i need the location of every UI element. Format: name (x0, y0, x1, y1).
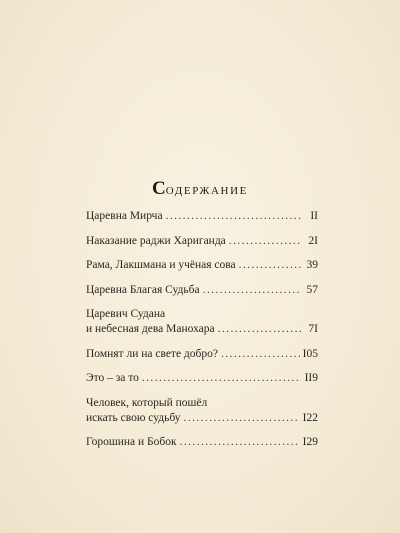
toc-entry-title-line-2: и небесная дева Манохара (86, 323, 215, 335)
table-of-contents (86, 209, 318, 460)
toc-leader-dots (239, 258, 301, 273)
toc-leader-dots (203, 283, 301, 298)
toc-page-number: II9 (304, 372, 318, 384)
toc-leader-dots (229, 234, 301, 249)
toc-page-number: 57 (306, 283, 318, 296)
toc-leader-dots (218, 322, 301, 337)
toc-page-number: 39 (306, 259, 318, 271)
toc-entry-title: Царевна Мирча (86, 210, 163, 222)
toc-entry-title-line-1: Человек, который пошёл (86, 396, 208, 409)
toc-leader-dots (221, 347, 300, 362)
toc-entry-title: Царевна Благая Судьба (86, 283, 200, 296)
title-initial: С (152, 178, 166, 199)
toc-leader-dots (142, 371, 301, 386)
toc-entry-title-line-1: Царевич Судана (86, 308, 166, 320)
toc-entry[interactable] (86, 347, 318, 362)
toc-leader-dots (184, 411, 300, 426)
toc-leader-dots (180, 435, 300, 450)
toc-entry[interactable] (86, 258, 318, 273)
toc-page-number: I22 (302, 411, 318, 424)
toc-page-number: 2I (308, 234, 318, 247)
toc-entry[interactable] (86, 435, 318, 450)
toc-entry[interactable] (86, 283, 318, 298)
toc-page-number: I29 (302, 436, 318, 448)
page-title (0, 178, 400, 200)
toc-entry-title: Горошина и Бобок (86, 436, 177, 448)
toc-entry[interactable] (86, 234, 318, 249)
toc-entry-title: Рама, Лакшмана и учёная сова (86, 259, 236, 271)
toc-entry-title: Помнят ли на свете добро? (86, 347, 218, 360)
toc-page-number: I05 (302, 347, 318, 360)
toc-entry[interactable] (86, 209, 318, 224)
toc-entry-title-line-2: искать свою судьбу (86, 411, 181, 424)
toc-entry[interactable] (86, 307, 318, 337)
toc-entry[interactable] (86, 371, 318, 386)
toc-entry[interactable] (86, 396, 318, 426)
toc-entry-title: Это – за то (86, 372, 139, 384)
toc-page-number: 7I (308, 323, 318, 335)
title-rest: одержание (165, 182, 248, 198)
toc-entry-title: Наказание раджи Хариганда (86, 234, 226, 247)
toc-leader-dots (166, 209, 301, 224)
toc-page-number: II (310, 210, 318, 222)
